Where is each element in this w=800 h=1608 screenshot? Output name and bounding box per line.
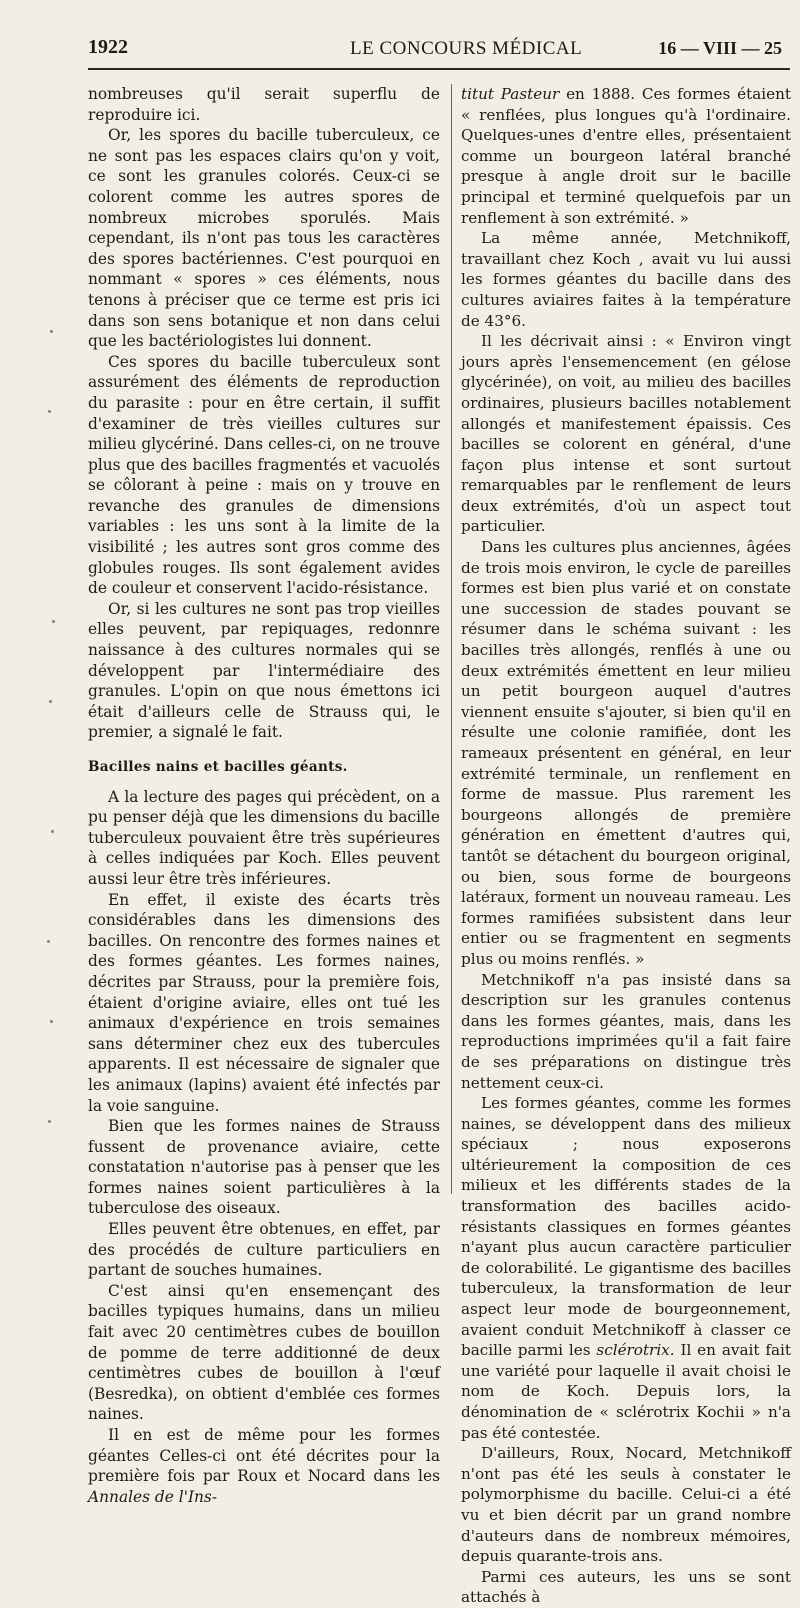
paragraph: Dans les cultures plus anciennes, âgées de trois mois environ, le cycle de pareilles formes est bien plus varié et on constate une succession de stades pouvant se résumer dans le schéma suivant : les bacilles très allongés, renflés à une ou deux extrémités émettent en leur milieu un petit bourgeon auquel d'autres viennent ensuite s'ajouter, si bien qu'il en résulte une colonie ramifiée, dont les rameaux présentent en général, en leur extrémité terminale, un renflement en forme de massue. Plus rarement les bourgeons allongés de première génération en émettent d'autres qui, tantôt se détachent du bourgeon original, ou bien, sous forme de bourgeons latéraux, forment un nouveau rameau. Les formes ramifiées subsistent dans leur entier ou se fragmentent en segments plus ou moins renflés. » [461, 538, 791, 968]
paragraph: Or, si les cultures ne sont pas trop vieilles elles peuvent, par repiquages, redonnre naissance à des cultures normales qui se développent par l'intermédiaire des granules. L'opin on que nous émettons ici était d'ailleurs celle de Strauss qui, le premier, a signalé le fait. [88, 599, 440, 742]
binding-specks [44, 0, 64, 1283]
journal-reference: titut Pasteur [461, 85, 560, 103]
paragraph-text: Il en est de même pour les formes géantes Celles-ci ont été décrites pour la première fois par Roux et Nocard dans les [88, 1426, 440, 1486]
paragraph: La même année, Metchnikoff, travaillant chez Koch , avait vu lui aussi les formes géantes du bacille dans des cultures aviaires faites à la température de 43°6. [461, 229, 791, 330]
issue-number: 16 — VIII — 25 [658, 38, 782, 58]
header-rule [88, 68, 790, 70]
paragraph: Ces spores du bacille tuberculeux sont assurément des éléments de reproduction du parasite : pour en être certain, il suffit d'examiner de très vieilles cultures sur milieu glycériné. Dans celles-ci, on ne trouve plus que des bacilles fragmentés et vacuolés se côlorant à peine : mais on y trouve en revanche des granules de dimensions variables : les uns sont à la limite de la visibilité ; les autres sont gros comme des globules rouges. Ils sont également avides de couleur et conservent l'acido-résistance. [88, 352, 440, 598]
journal-reference: Annales de l'Ins- [88, 1487, 218, 1506]
paragraph: Parmi ces auteurs, les uns se sont attachés à [461, 1567, 791, 1607]
paragraph: Il les décrivait ainsi : « Environ vingt jours après l'ensemencement (en gélose glycérinée), on voit, au milieu des bacilles ordinaires, plusieurs bacilles notablement allongés et manifestement épaissis. Ces bacilles se colorent en général, d'une façon plus intense et sont surtout remarquables par le renflement de leurs deux extrémités, d'où un aspect tout particulier. [461, 332, 791, 536]
page-number: 1922 [88, 36, 128, 58]
paragraph: D'ailleurs, Roux, Nocard, Metchnikoff n'ont pas été les seuls à constater le polymorphisme du bacille. Celui-ci a été vu et bien décrit par un grand nombre d'auteurs dans de nombreux mémoires, depuis quarante-trois ans. [461, 1444, 791, 1566]
paragraph [88, 1425, 440, 1507]
paragraph: En effet, il existe des écarts très considérables dans les dimensions des bacilles. On rencontre des formes naines et des formes géantes. Les formes naines, décrites par Strauss, pour la première fois, étaient d'origine aviaire, elles ont tué les animaux d'expérience en trois semaines sans déterminer chez eux des tubercules apparents. Il est nécessaire de signaler que les animaux (lapins) avaient été infectés par la voie sanguine. [88, 890, 440, 1115]
page-header [88, 36, 786, 66]
genus-name: sclérotrix. [596, 1341, 675, 1360]
paragraph-text: en 1888. Ces formes étaient « renflées, plus longues qu'à l'ordinaire. Quelques-unes d'entre elles, présentaient comme un bourgeon latéral branché presque à angle droit sur le bacille principal et terminé quelquefois par un renflement à son extrémité. » [461, 85, 791, 227]
paragraph [461, 84, 791, 228]
column-divider [451, 84, 452, 1194]
paragraph: Elles peuvent être obtenues, en effet, par des procédés de culture particuliers en partant de souches humaines. [88, 1220, 440, 1280]
section-heading: Bacilles nains et bacilles géants. [88, 759, 348, 775]
paragraph: A la lecture des pages qui précèdent, on a pu penser déjà que les dimensions du bacille tuberculeux pouvaient être très supérieures à celles indiquées par Koch. Elles peuvent aussi leur être très inférieures. [88, 787, 440, 888]
left-column [88, 84, 440, 1507]
paragraph-text: Les formes géantes, comme les formes naines, se développent dans des milieux spéciaux ; nous exposerons ultérieurement la composition de ces milieux et les différents stades de la transformation des bacilles acido-résistants classiques en formes géantes n'ayant plus aucun caractère particulier de colorabilité. Le gigantisme des bacilles tuberculeux, la transformation de leur aspect leur mode de bourgeonnement, avaient conduit Metchnikoff à classer ce bacille parmi les [461, 1094, 791, 1360]
paragraph: Or, les spores du bacille tuberculeux, ce ne sont pas les espaces clairs qu'on y voit, ce sont les granules colorés. Ceux-ci se colorent comme les autres spores de nombreux microbes sporulés. Mais cependant, ils n'ont pas tous les caractères des spores bactériennes. C'est pourquoi en nommant « spores » ces éléments, nous tenons à préciser que ce terme est pris ici dans son sens botanique et non dans celui que les bactériologistes lui donnent. [88, 126, 440, 351]
paragraph-text: Il en avait fait une variété pour laquelle il avait choisi le nom de Koch. Depuis lors, la dénomination de « sclérotrix Kochii » n'a pas été contestée. [461, 1341, 791, 1442]
paragraph [461, 1093, 791, 1443]
journal-title: LE CONCOURS MÉDICAL [350, 38, 583, 59]
paragraph: nombreuses qu'il serait superflu de reproduire ici. [88, 85, 440, 124]
paragraph: C'est ainsi qu'en ensemençant des bacilles typiques humains, dans un milieu fait avec 20 centimètres cubes de bouillon de pomme de terre additionné de deux centimètres cubes de bouillon à l'œuf (Besredka), on obtient d'emblée ces formes naines. [88, 1281, 440, 1424]
paragraph: Metchnikoff n'a pas insisté dans sa description sur les granules contenus dans les formes géantes, mais, dans les reproductions imprimées qu'il a fait faire de ses préparations on distingue très nettement ceux-ci. [461, 970, 791, 1092]
paragraph: Bien que les formes naines de Strauss fussent de provenance aviaire, cette constatation n'autorise pas à penser que les formes naines soient particulières à la tuberculose des oiseaux. [88, 1117, 440, 1218]
right-column [461, 84, 791, 1608]
